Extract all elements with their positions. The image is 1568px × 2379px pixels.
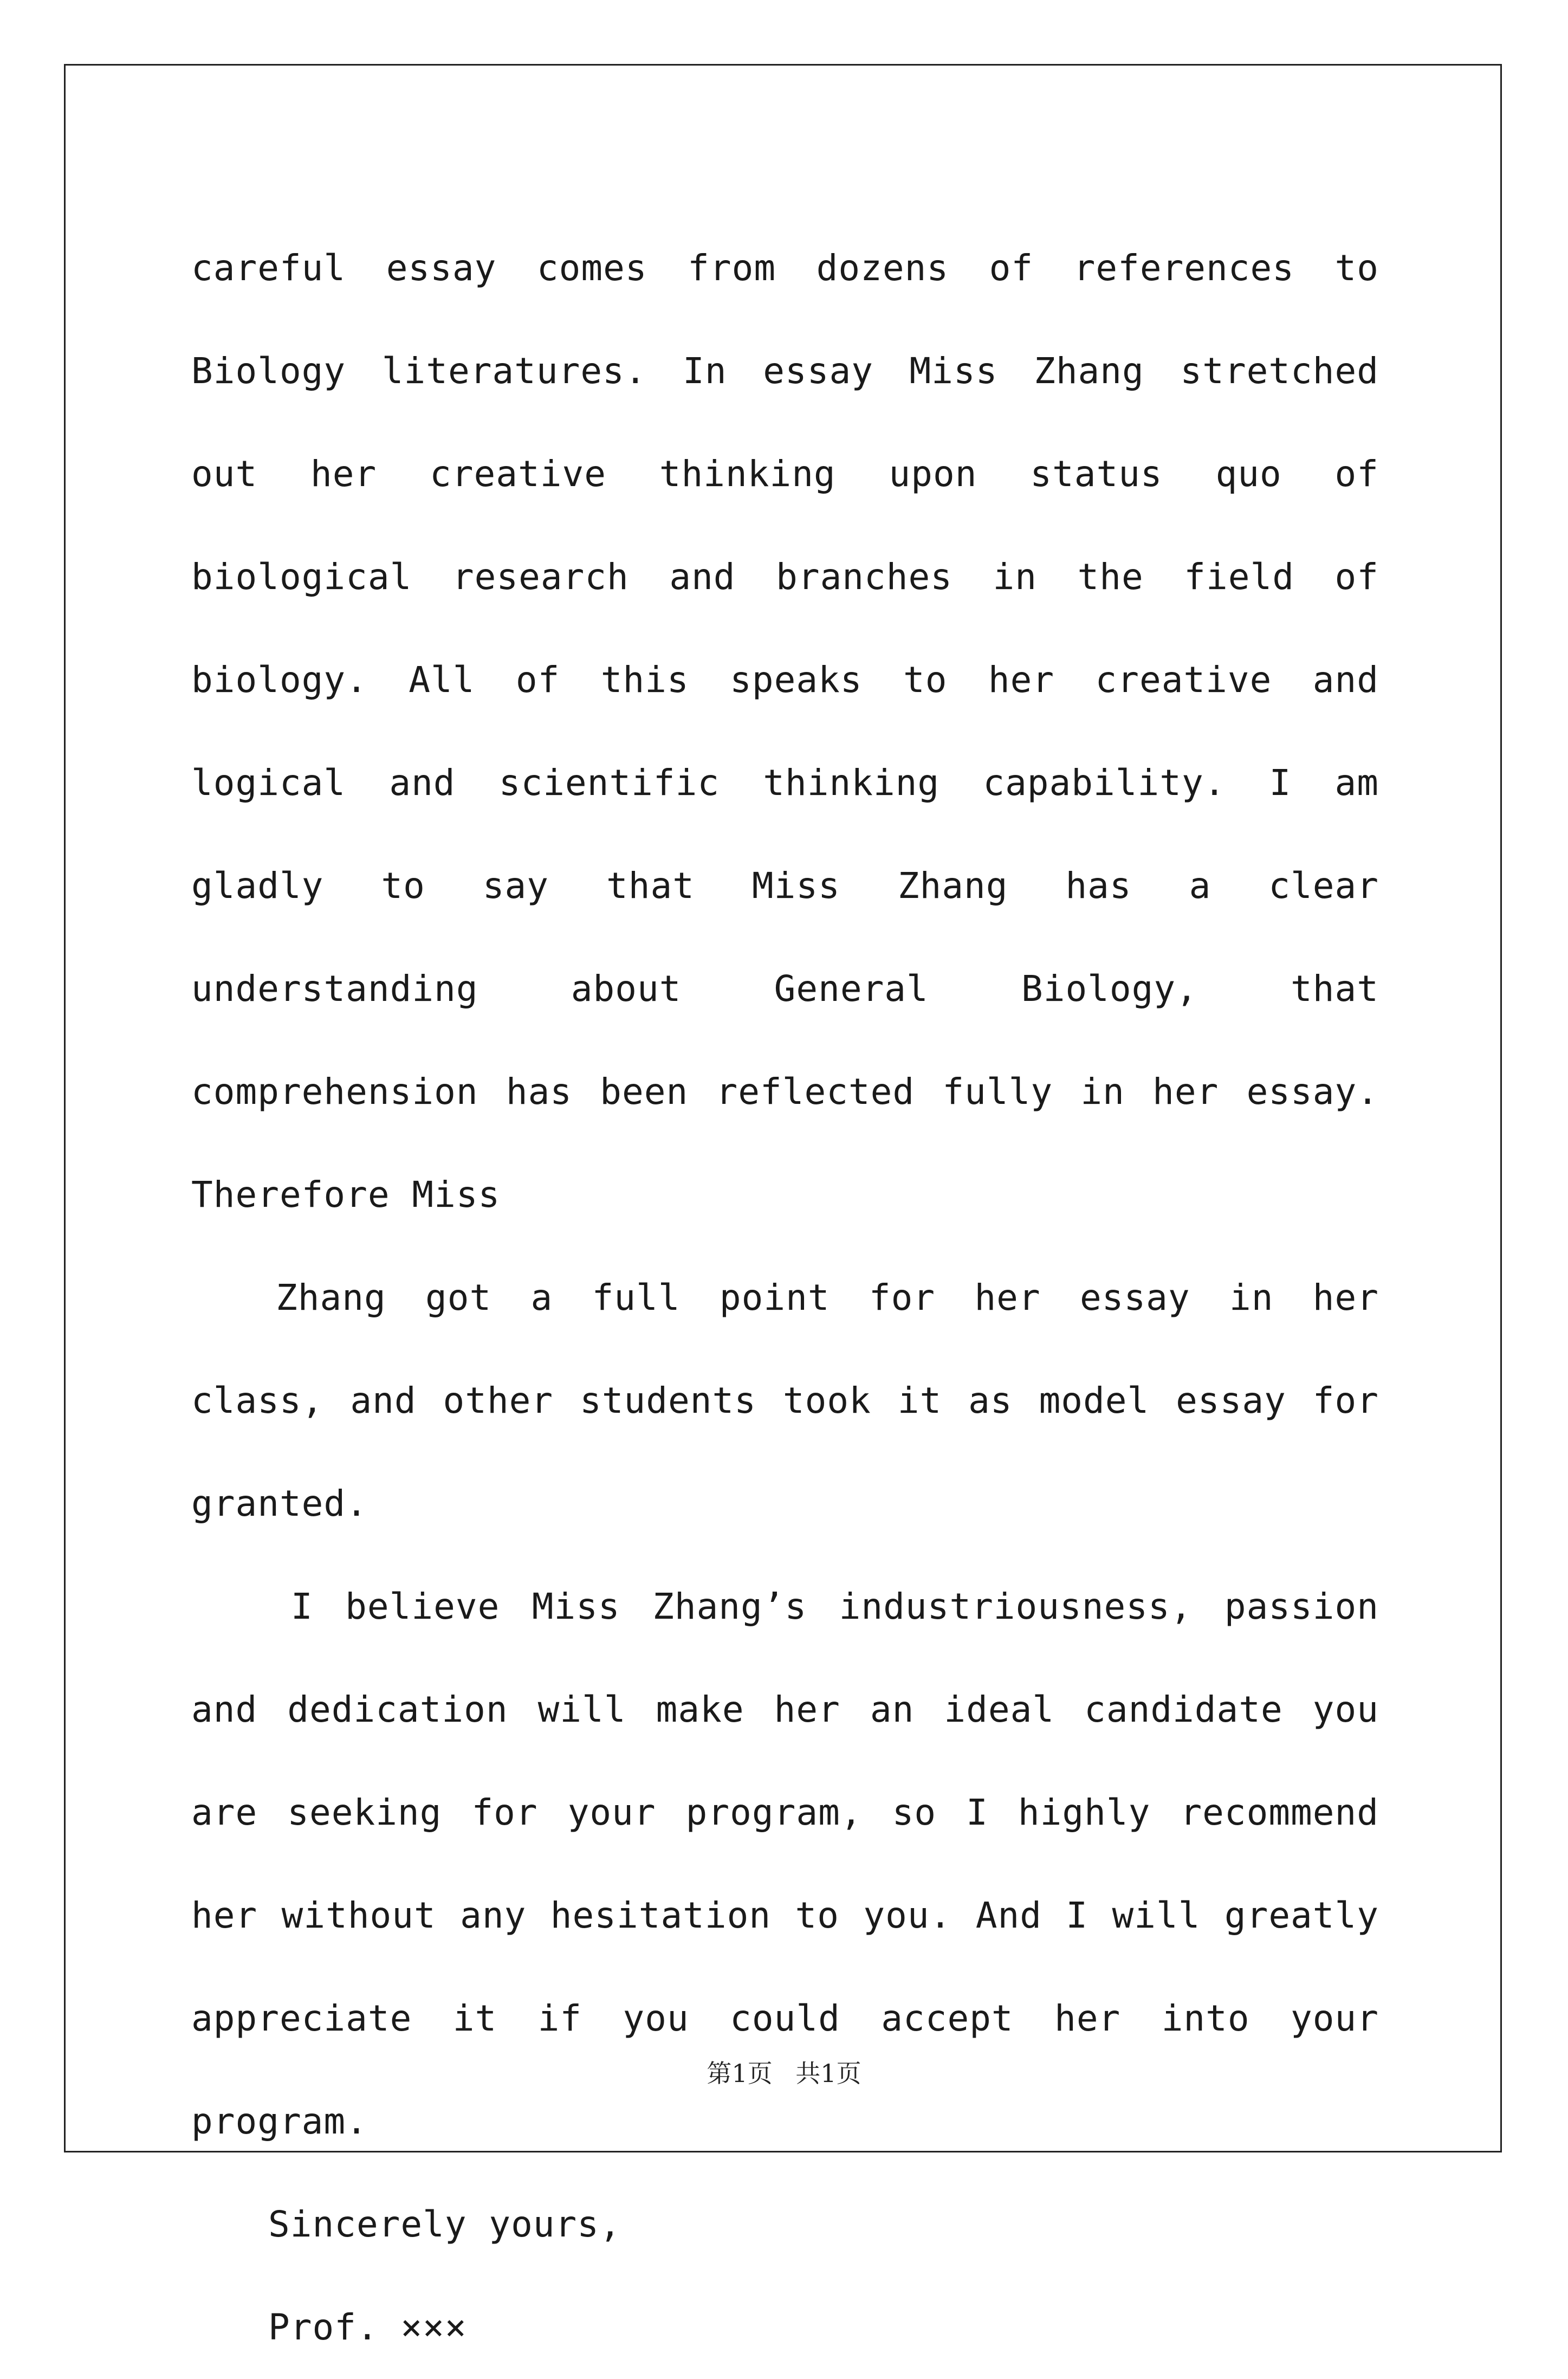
paragraph-3: I believe Miss Zhang’s industriousness, passion and dedication will make her an ideal candidate you are seeking for your program, so I highly recommend her without any hesitation to you. And I will greatly appreciate it if you could accept her into your program. [191,1586,1379,2142]
signature: Prof. ××× [268,2306,467,2348]
page-number: 第1页 共1页 [707,2059,861,2088]
closing-salutation: Sincerely yours, [268,2203,621,2245]
paragraph-2: Zhang got a full point for her essay in her class, and other students took it as model essay for granted. [191,1277,1379,1524]
paragraph-1: careful essay comes from dozens of references to Biology literatures. In essay Miss Zhang stretched out her creative thinking upon status quo of biological research and branches in the field of biology. All of this speaks to her creative and logical and scientific thinking capability. I am gladly to say that Miss Zhang has a clear understanding about General Biology, that comprehension has been reflected fully in her essay. Therefore Miss [191,247,1379,1216]
